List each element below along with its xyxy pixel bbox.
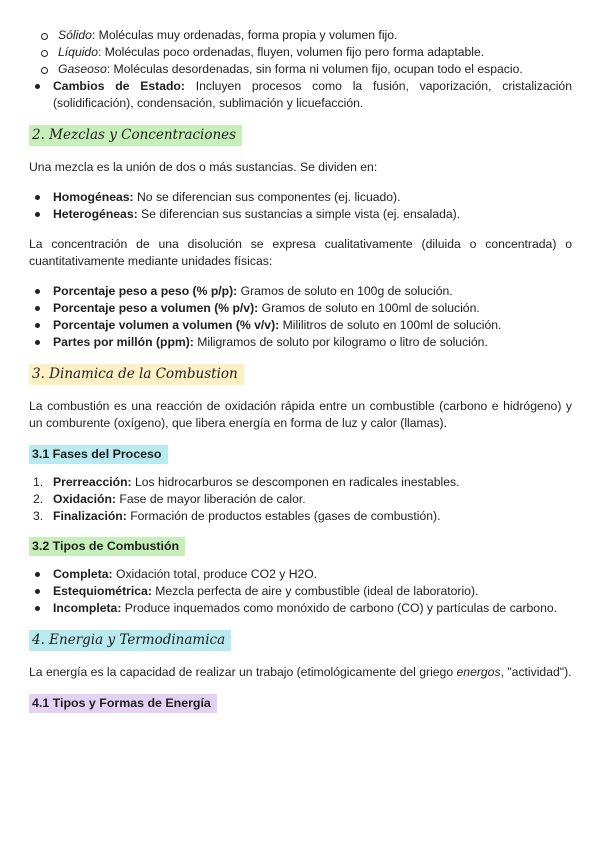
list-item: 1. Prerreacción: Los hidrocarburos se descomponen en radicales inestables. [33, 475, 460, 489]
list-item: 3. Finalización: Formación de productos estables (gases de combustión). [33, 509, 441, 523]
paragraph: Una mezcla es la unión de dos o más sustancias. Se dividen en: [29, 160, 378, 174]
list-item: Porcentaje peso a peso (% p/p): Gramos de soluto en 100g de solución. [29, 283, 572, 300]
list-item: Sólido: Moléculas muy ordenadas, forma propia y volumen fijo. [29, 27, 572, 44]
list-item: Porcentaje volumen a volumen (% v/v): Mililitros de soluto en 100ml de solución. [29, 317, 572, 334]
subsection-heading: 3.1 Fases del Proceso [29, 445, 572, 464]
list-item: Gaseoso: Moléculas desordenadas, sin forma ni volumen fijo, ocupan todo el espacio. [29, 61, 572, 78]
list-item: Estequiométrica: Mezcla perfecta de aire y combustible (ideal de laboratorio). [29, 583, 572, 600]
list-item: Porcentaje peso a volumen (% p/v): Gramos de soluto en 100ml de solución. [29, 300, 572, 317]
list-item: Incompleta: Produce inquemados como monóxido de carbono (CO) y partículas de carbono. [29, 600, 572, 617]
phases-list [29, 474, 572, 525]
list-item: Heterogéneas: Se diferencian sus sustancias a simple vista (ej. ensalada). [29, 206, 572, 223]
mixture-types-list [29, 189, 572, 223]
paragraph: La energía es la capacidad de realizar un trabajo (etimológicamente del griego energos, "actividad"). [29, 665, 572, 679]
section-heading: 2. Mezclas y Concentraciones [29, 125, 572, 146]
paragraph: La combustión es una reacción de oxidación rápida entre un combustible (carbono e hidrógeno) y un comburente (oxígeno), que libera energía en forma de luz y calor (llamas). [29, 399, 572, 430]
list-item: Completa: Oxidación total, produce CO2 y H2O. [29, 566, 572, 583]
concentration-units-list [29, 283, 572, 351]
states-list [29, 27, 572, 78]
section-heading: 4. Energia y Termodinamica [29, 630, 572, 651]
list-item: Homogéneas: No se diferencian sus componentes (ej. licuado). [29, 189, 572, 206]
document-page [29, 0, 572, 713]
subsection-heading: 3.2 Tipos de Combustión [29, 537, 572, 556]
list-item: Cambios de Estado: Incluyen procesos como la fusión, vaporización, cristalización (solidificación), condensación, sublimación y licuefacción. [29, 78, 572, 112]
subsection-heading: 4.1 Tipos y Formas de Energía [29, 694, 572, 713]
list-item: Líquido: Moléculas poco ordenadas, fluyen, volumen fijo pero forma adaptable. [29, 44, 572, 61]
cambios-list [29, 78, 572, 112]
list-item: Partes por millón (ppm): Miligramos de soluto por kilogramo o litro de solución. [29, 334, 572, 351]
section-heading: 3. Dinamica de la Combustion [29, 364, 572, 385]
list-item: 2. Oxidación: Fase de mayor liberación de calor. [33, 492, 306, 506]
paragraph: La concentración de una disolución se expresa cualitativamente (diluida o concentrada) o cuantitativamente mediante unidades físicas: [29, 237, 572, 268]
combustion-types-list [29, 566, 572, 617]
